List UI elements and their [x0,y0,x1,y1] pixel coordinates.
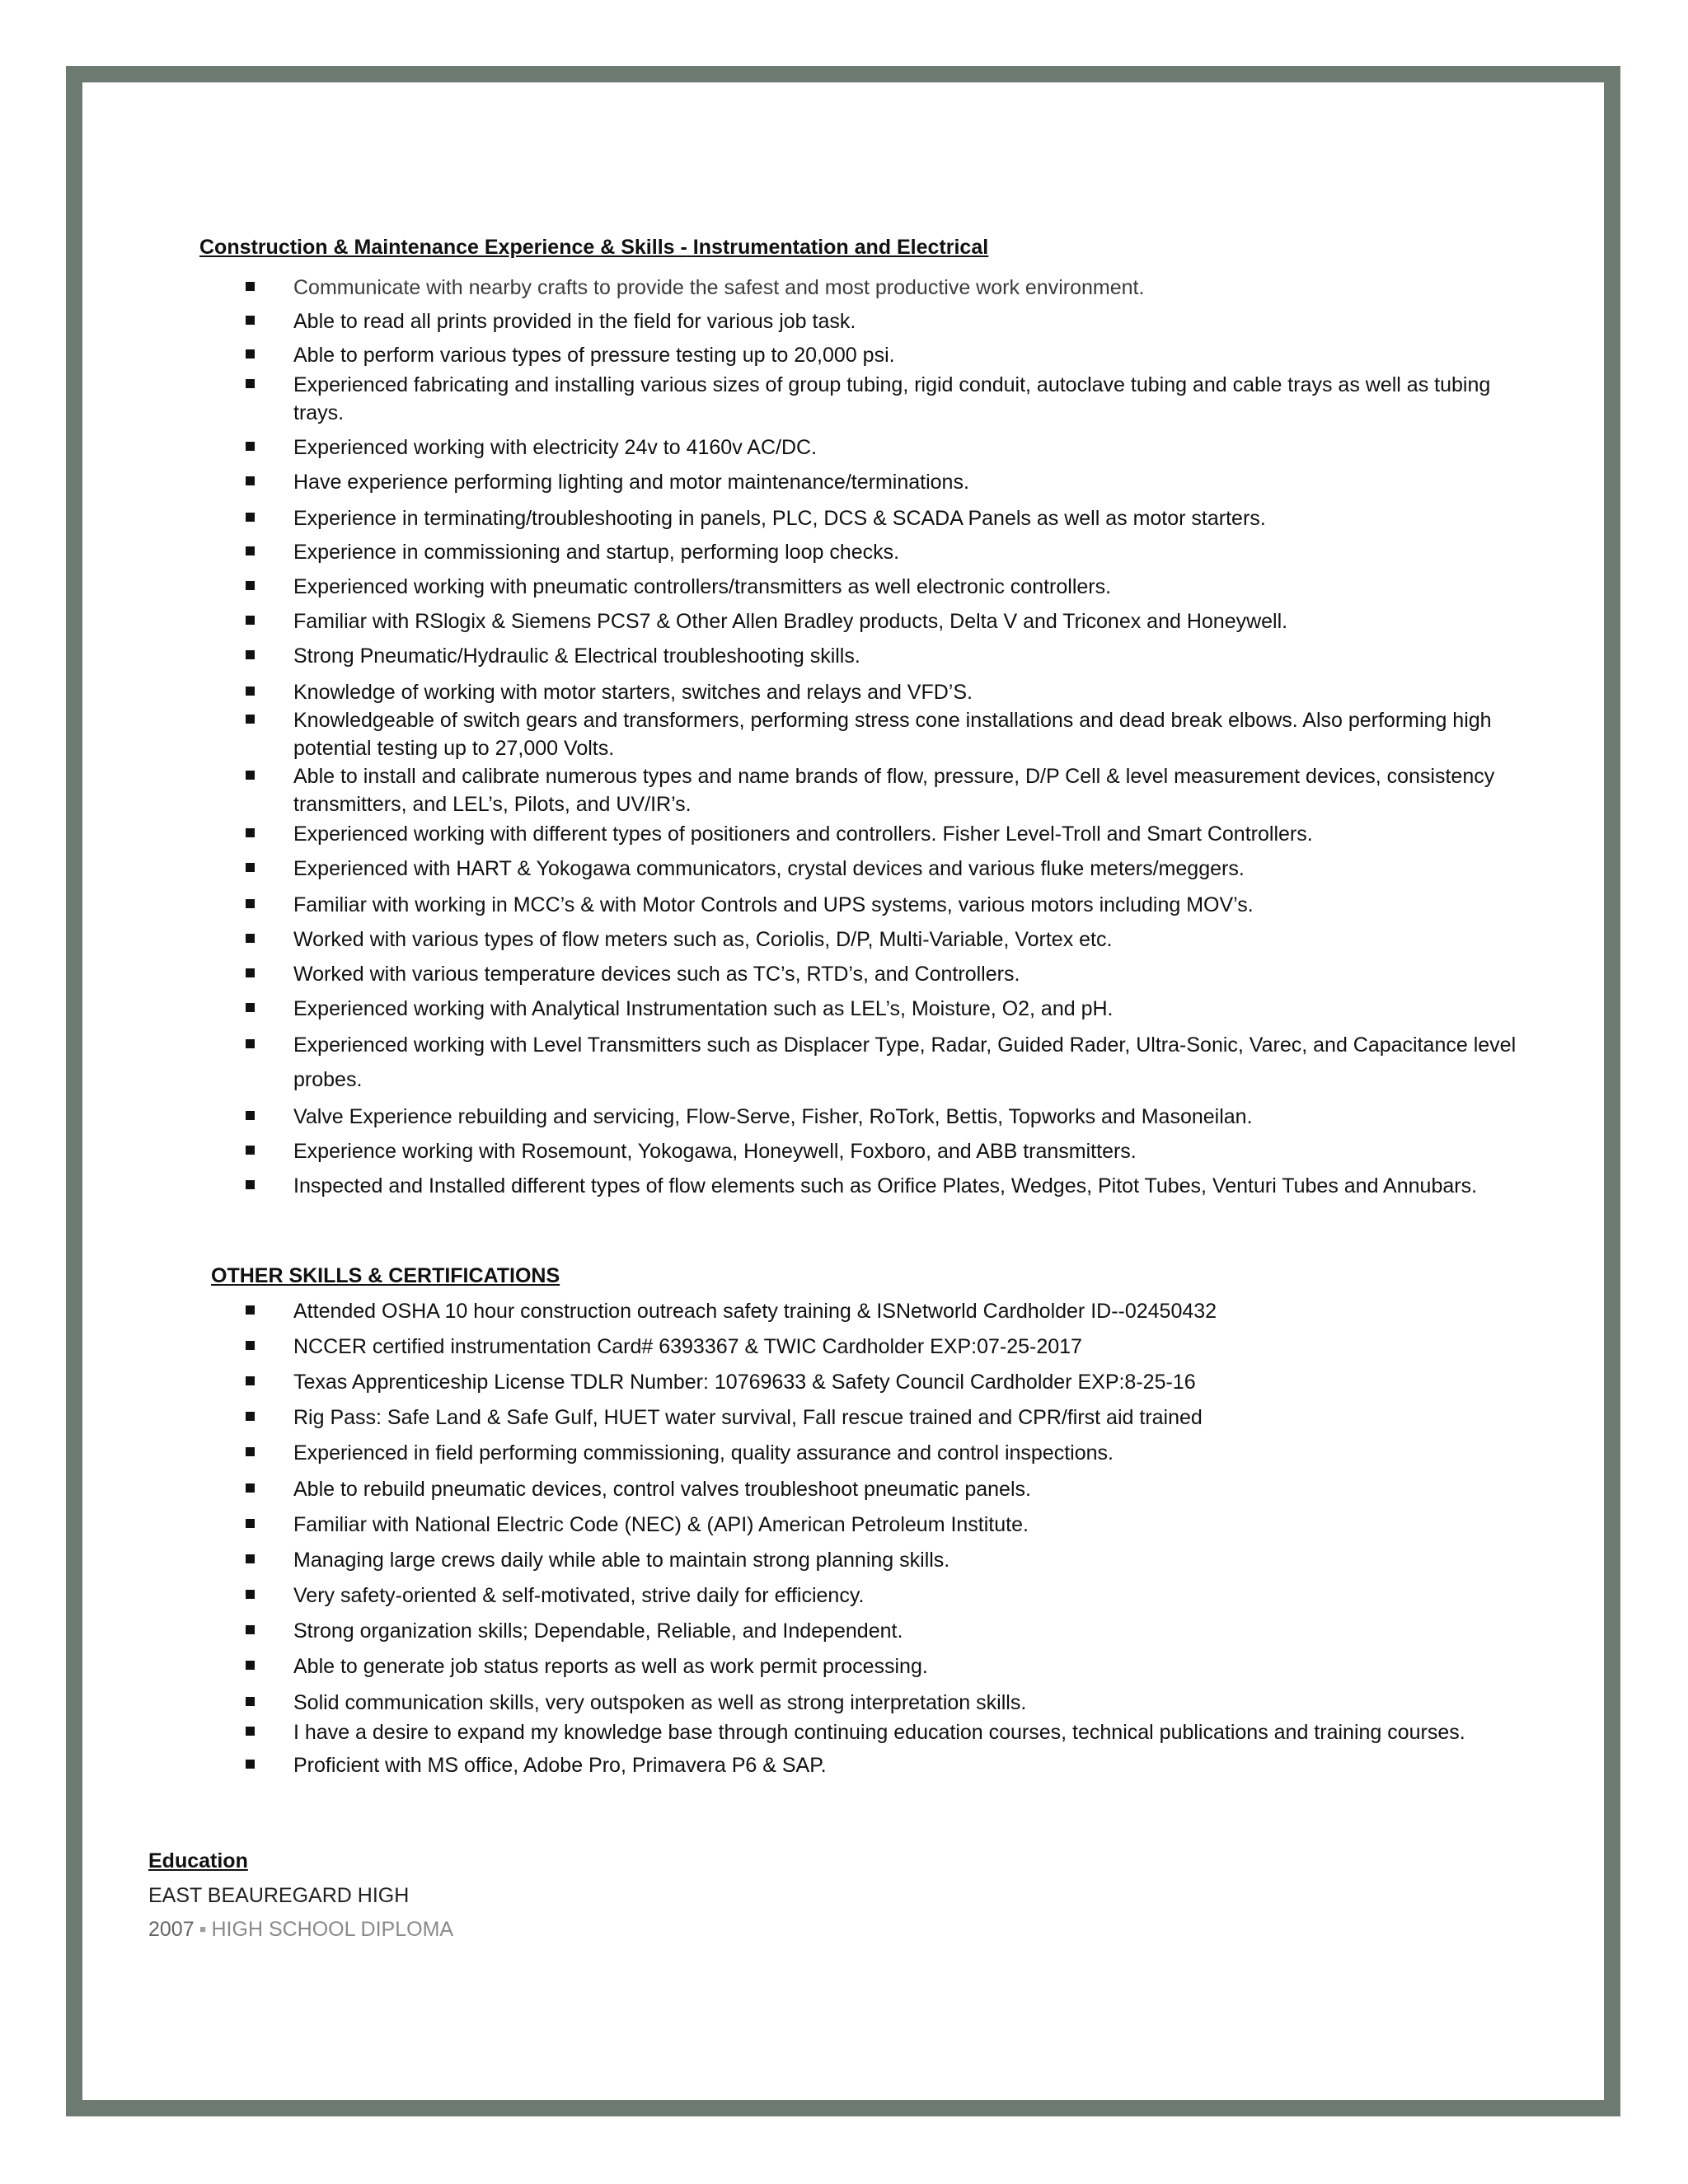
bullet-square-icon [246,687,255,696]
bullet-square-icon [246,650,255,659]
separator-icon: ▪ [199,1918,207,1941]
list-item: Worked with various temperature devices such as TC’s, RTD’s, and Controllers. [241,960,1535,988]
section-heading-skills: OTHER SKILLS & CERTIFICATIONS [211,1264,560,1287]
bullet-square-icon [246,316,255,325]
list-item: Familiar with National Electric Code (NEC) & (API) American Petroleum Institute. [241,1511,1535,1539]
list-item: Managing large crews daily while able to maintain strong planning skills. [241,1546,1535,1574]
bullet-square-icon [246,1412,255,1421]
list-item: I have a desire to expand my knowledge base through continuing education courses, technical publications and training courses. [241,1718,1535,1746]
list-item: Knowledgeable of switch gears and transformers, performing stress cone installations and dead break elbows. Also performing high potential testing up to 27,000 Volts. [241,706,1535,762]
bullet-square-icon [246,1483,255,1493]
bullet-square-icon [246,1180,255,1189]
list-item: Experience in terminating/troubleshooting in panels, PLC, DCS & SCADA Panels as well as motor starters. [241,504,1535,532]
bullet-square-icon [246,476,255,485]
heading-main: Construction & Maintenance Experience & Skills - [199,236,687,259]
section-heading-experience [199,235,988,260]
bullet-square-icon [246,1376,255,1385]
list-item: Able to rebuild pneumatic devices, control valves troubleshoot pneumatic panels. [241,1475,1535,1503]
list-item: Experience working with Rosemount, Yokogawa, Honeywell, Foxboro, and ABB transmitters. [241,1137,1535,1165]
bullet-square-icon [246,1661,255,1670]
bullet-square-icon [246,546,255,555]
list-item: Able to perform various types of pressure testing up to 20,000 psi. [241,341,1535,369]
list-item: Strong Pneumatic/Hydraulic & Electrical troubleshooting skills. [241,642,1535,670]
bullet-square-icon [246,1039,255,1048]
bullet-square-icon [246,1447,255,1456]
school-name: EAST BEAUREGARD HIGH [148,1884,410,1907]
education-detail [148,1917,453,1942]
experience-list [241,274,1535,1203]
bullet-square-icon [246,828,255,837]
heading-sub: Instrumentation and Electrical [692,236,989,259]
list-item: Able to read all prints provided in the field for various job task. [241,307,1535,335]
bullet-square-icon [246,715,255,724]
list-item: Solid communication skills, very outspoken as well as strong interpretation skills. [241,1689,1535,1717]
bullet-square-icon [246,1625,255,1634]
bullet-square-icon [246,442,255,451]
bullet-square-icon [246,1590,255,1599]
list-item: Experienced working with different types of positioners and controllers. Fisher Level-Troll and Smart Controllers. [241,820,1535,848]
list-item: Able to install and calibrate numerous types and name brands of flow, pressure, D/P Cell & level measurement devices, consistency transmitters, and LEL’s, Pilots, and UV/IR’s. [241,762,1535,818]
list-item: Strong organization skills; Dependable, Reliable, and Independent. [241,1617,1535,1645]
bullet-square-icon [246,771,255,780]
bullet-square-icon [246,581,255,590]
list-item: Experienced working with electricity 24v to 4160v AC/DC. [241,434,1535,462]
bullet-square-icon [246,1146,255,1155]
bullet-square-icon [246,349,255,359]
list-item: Familiar with RSlogix & Siemens PCS7 & Other Allen Bradley products, Delta V and Triconex and Honeywell. [241,607,1535,635]
bullet-square-icon [246,1760,255,1769]
list-item: Experienced working with Analytical Instrumentation such as LEL’s, Moisture, O2, and pH. [241,995,1535,1023]
list-item: Experienced fabricating and installing various sizes of group tubing, rigid conduit, autoclave tubing and cable trays as well as tubing trays. [241,371,1535,427]
bullet-square-icon [246,968,255,977]
list-item: Able to generate job status reports as well as work permit processing. [241,1652,1535,1680]
bullet-square-icon [246,282,255,291]
list-item: Communicate with nearby crafts to provide the safest and most productive work environment. [241,274,1535,302]
list-item: Attended OSHA 10 hour construction outreach safety training & ISNetworld Cardholder ID--02450432 [241,1297,1535,1325]
list-item: Experienced with HART & Yokogawa communicators, crystal devices and various fluke meters/meggers. [241,855,1535,883]
bullet-square-icon [246,513,255,522]
list-item: Inspected and Installed different types of flow elements such as Orifice Plates, Wedges, Pitot Tubes, Venturi Tubes and Annubars. [241,1169,1535,1203]
list-item: Experienced working with Level Transmitters such as Displacer Type, Radar, Guided Rader, Ultra-Sonic, Varec, and Capacitance level probes. [241,1028,1535,1097]
list-item: Proficient with MS office, Adobe Pro, Primavera P6 & SAP. [241,1751,1535,1779]
list-item: Rig Pass: Safe Land & Safe Gulf, HUET water survival, Fall rescue trained and CPR/first aid trained [241,1404,1535,1432]
degree-name: HIGH SCHOOL DIPLOMA [211,1918,454,1941]
section-heading-education: Education [148,1849,248,1872]
graduation-year: 2007 [148,1918,195,1941]
skills-list [241,1297,1535,1779]
list-item: Knowledge of working with motor starters, switches and relays and VFD’S. [241,678,1535,706]
bullet-square-icon [246,1519,255,1528]
bullet-square-icon [246,1554,255,1563]
list-item: Worked with various types of flow meters such as, Coriolis, D/P, Multi-Variable, Vortex etc. [241,926,1535,954]
list-item: Experience in commissioning and startup, performing loop checks. [241,538,1535,566]
list-item: Have experience performing lighting and motor maintenance/terminations. [241,468,1535,496]
bullet-square-icon [246,1727,255,1736]
list-item: Valve Experience rebuilding and servicing, Flow-Serve, Fisher, RoTork, Bettis, Topworks and Masoneilan. [241,1103,1535,1131]
bullet-square-icon [246,1111,255,1120]
list-item: Experienced working with pneumatic controllers/transmitters as well electronic controllers. [241,573,1535,601]
bullet-square-icon [246,934,255,943]
list-item: Experienced in field performing commissioning, quality assurance and control inspections. [241,1439,1535,1467]
bullet-square-icon [246,1341,255,1350]
bullet-square-icon [246,379,255,388]
list-item: Familiar with working in MCC’s & with Motor Controls and UPS systems, various motors including MOV’s. [241,891,1535,919]
bullet-square-icon [246,1003,255,1012]
list-item: NCCER certified instrumentation Card# 6393367 & TWIC Cardholder EXP:07-25-2017 [241,1333,1535,1361]
bullet-square-icon [246,899,255,908]
bullet-square-icon [246,1305,255,1315]
list-item: Very safety-oriented & self-motivated, strive daily for efficiency. [241,1582,1535,1610]
bullet-square-icon [246,1697,255,1706]
list-item: Texas Apprenticeship License TDLR Number: 10769633 & Safety Council Cardholder EXP:8-25-16 [241,1368,1535,1396]
bullet-square-icon [246,863,255,872]
bullet-square-icon [246,616,255,625]
